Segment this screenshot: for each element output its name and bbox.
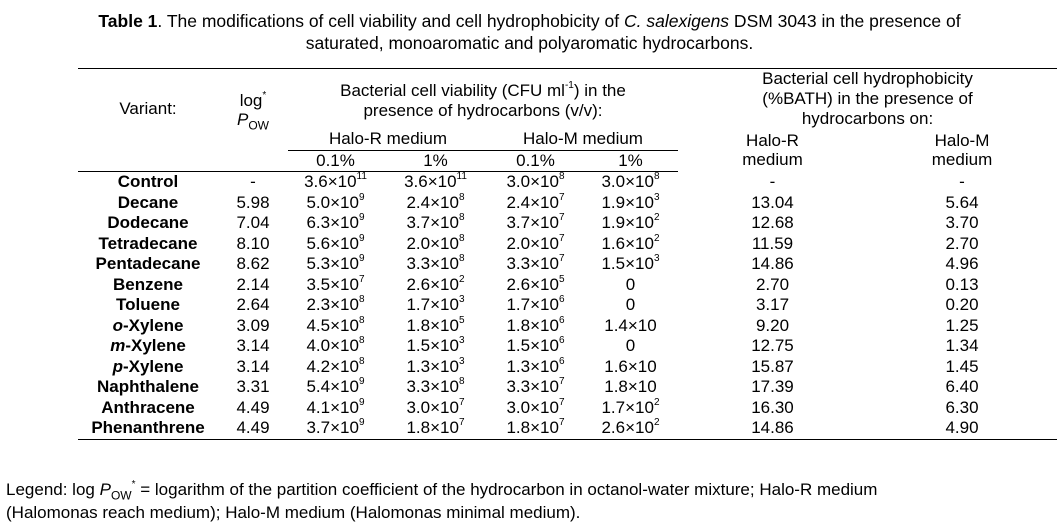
legend-line-2: (Halomonas reach medium); Halo-M medium (Halomonas minimal medium). bbox=[6, 503, 581, 522]
variant-name: -Xylene bbox=[125, 336, 186, 355]
hydro-line-1: Bacterial cell hydrophobicity bbox=[762, 69, 973, 88]
logpow-cell: 4.49 bbox=[236, 397, 270, 417]
viability-mantissa: 1.3×10 bbox=[406, 356, 459, 376]
viability-mantissa: 2.6×10 bbox=[506, 274, 559, 294]
viability-cell-m1 bbox=[583, 336, 678, 357]
conc-header-r-high: 1% bbox=[383, 150, 488, 172]
table-row bbox=[78, 275, 1057, 296]
viability-cell-r1 bbox=[383, 172, 488, 193]
viability-cell-r01 bbox=[288, 398, 383, 419]
table-row bbox=[78, 213, 1057, 234]
hydrophobicity-cell-hm: 1.45 bbox=[945, 356, 979, 376]
variant-cell bbox=[78, 316, 218, 337]
viability-mantissa: 1.6×10 bbox=[604, 356, 657, 376]
viability-exponent: 6 bbox=[558, 335, 565, 347]
variant-name: -Xylene bbox=[122, 356, 184, 376]
variant-name: Decane bbox=[117, 192, 179, 212]
hydrophobicity-cell-hr: 13.04 bbox=[751, 192, 794, 212]
viability-exponent: 9 bbox=[358, 232, 365, 244]
viability-exponent: 11 bbox=[356, 171, 367, 183]
viability-exponent: 3 bbox=[458, 294, 465, 306]
table-row bbox=[78, 172, 1057, 193]
log-text: log bbox=[239, 90, 263, 110]
logpow-cell: 8.10 bbox=[236, 233, 270, 253]
viability-mantissa: 1.8×10 bbox=[406, 418, 459, 437]
variant-cell bbox=[78, 357, 218, 378]
logpow-cell: 2.14 bbox=[236, 274, 270, 294]
table-row bbox=[78, 336, 1057, 357]
viability-mantissa: 2.4×10 bbox=[506, 192, 559, 212]
variant-name: Anthracene bbox=[101, 397, 195, 417]
viability-cell-m01 bbox=[488, 275, 583, 296]
legend-pow: P bbox=[99, 480, 111, 499]
table-row bbox=[78, 377, 1057, 398]
variant-prefix: o bbox=[112, 315, 123, 335]
viability-cell-m01 bbox=[488, 193, 583, 214]
variant-cell bbox=[78, 295, 218, 316]
conc-header-r-low: 0.1% bbox=[288, 150, 383, 172]
variant-cell bbox=[78, 377, 218, 398]
viability-exponent: 8 bbox=[458, 253, 465, 265]
viability-mantissa: 3.0×10 bbox=[506, 172, 559, 191]
viability-cell-m01 bbox=[488, 357, 583, 378]
hydrophobicity-cell-hm: 0.20 bbox=[945, 295, 979, 314]
viability-mantissa: 1.8×10 bbox=[604, 377, 657, 396]
viability-mantissa: 1.6×10 bbox=[601, 233, 654, 253]
hydro-line-3: hydrocarbons on: bbox=[801, 109, 934, 128]
viability-mantissa: 5.3×10 bbox=[306, 254, 359, 273]
viability-exponent: 8 bbox=[358, 335, 365, 347]
logpow-cell: 3.14 bbox=[236, 356, 270, 376]
viability-cell-m1 bbox=[583, 275, 678, 296]
caption-line-2: saturated, monoaromatic and polyaromatic hydrocarbons. bbox=[305, 33, 754, 53]
viability-cell-r1 bbox=[383, 254, 488, 275]
viability-mantissa: 6.3×10 bbox=[306, 213, 359, 232]
viability-exponent: 5 bbox=[458, 314, 465, 326]
table-row bbox=[78, 357, 1057, 378]
table-body bbox=[78, 172, 1057, 440]
table-row bbox=[78, 234, 1057, 255]
viability-exponent: 9 bbox=[358, 191, 365, 203]
viability-exponent: 8 bbox=[358, 294, 365, 306]
viability-cell-m1 bbox=[583, 418, 678, 439]
legend-text-b: = logarithm of the partition coefficient of the hydrocarbon in octanol-water mixture; Halo-R medium bbox=[135, 480, 878, 499]
hydrophobicity-cell-hr: 14.86 bbox=[751, 254, 794, 273]
variant-cell bbox=[78, 254, 218, 275]
viability-mantissa: 3.3×10 bbox=[406, 377, 459, 396]
legend-pow-sub: OW bbox=[110, 488, 132, 503]
viability-cell-r1 bbox=[383, 377, 488, 398]
hydrophobicity-cell-hm: 6.30 bbox=[945, 397, 979, 417]
viability-mantissa: 3.5×10 bbox=[306, 274, 359, 294]
viability-cell-m1 bbox=[583, 234, 678, 255]
viability-exponent: 6 bbox=[558, 355, 565, 367]
viability-mantissa: 4.2×10 bbox=[306, 356, 359, 376]
viability-cell-r01 bbox=[288, 172, 383, 193]
viability-header bbox=[288, 69, 678, 130]
table-row bbox=[78, 398, 1057, 419]
logpow-cell: 7.04 bbox=[236, 213, 270, 232]
hydrophobicity-cell-hm: 6.40 bbox=[945, 377, 979, 396]
viability-cell-m1 bbox=[583, 377, 678, 398]
viability-mantissa: 3.7×10 bbox=[306, 418, 359, 437]
viability-mantissa: 2.3×10 bbox=[306, 295, 359, 314]
viability-cell-m01 bbox=[488, 418, 583, 439]
viability-mantissa: 3.3×10 bbox=[506, 254, 559, 273]
viability-exponent: 3 bbox=[653, 191, 660, 203]
viability-cell-r1 bbox=[383, 295, 488, 316]
medium-text: medium bbox=[742, 150, 803, 170]
logpow-header bbox=[218, 69, 288, 151]
viability-cell-m1 bbox=[583, 357, 678, 378]
viability-mantissa: 4.1×10 bbox=[306, 397, 359, 417]
viability-cell-r01 bbox=[288, 213, 383, 234]
viability-exponent: 8 bbox=[358, 314, 365, 326]
viability-cell-m01 bbox=[488, 377, 583, 398]
hydro-line-2: (%BATH) in the presence of bbox=[762, 89, 973, 108]
viability-unit-sup: -1 bbox=[564, 80, 574, 92]
viability-text-a: Bacterial cell viability (CFU ml bbox=[340, 81, 565, 100]
viability-exponent: 11 bbox=[456, 171, 467, 183]
viability-cell-r01 bbox=[288, 316, 383, 337]
viability-text-b: ) in the bbox=[573, 81, 626, 100]
logpow-cell: 5.98 bbox=[236, 192, 270, 212]
viability-cell-r01 bbox=[288, 418, 383, 439]
viability-cell-m01 bbox=[488, 213, 583, 234]
viability-exponent: 7 bbox=[558, 232, 565, 244]
viability-cell-m1 bbox=[583, 316, 678, 337]
viability-exponent: 9 bbox=[358, 253, 365, 265]
blank-cell bbox=[218, 150, 288, 172]
viability-mantissa: 2.0×10 bbox=[406, 233, 459, 253]
hydrophobicity-cell-hm: 1.34 bbox=[945, 336, 979, 355]
viability-exponent: 2 bbox=[653, 232, 660, 244]
viability-cell-m1 bbox=[583, 398, 678, 419]
table-label: Table 1 bbox=[98, 11, 158, 31]
hydrophobicity-header bbox=[678, 69, 1057, 130]
viability-exponent: 8 bbox=[558, 171, 565, 183]
variant-cell bbox=[78, 418, 218, 439]
hydrophobicity-cell-hr: 9.20 bbox=[755, 315, 790, 335]
viability-mantissa: 3.6×10 bbox=[304, 172, 357, 191]
viability-cell-r1 bbox=[383, 193, 488, 214]
viability-exponent: 7 bbox=[558, 212, 565, 224]
viability-cell-r01 bbox=[288, 336, 383, 357]
viability-cell-r1 bbox=[383, 213, 488, 234]
viability-exponent: 2 bbox=[653, 396, 660, 408]
viability-cell-r01 bbox=[288, 193, 383, 214]
viability-exponent: 9 bbox=[358, 376, 365, 388]
table-legend bbox=[6, 478, 1058, 524]
pow-subscript: OW bbox=[248, 117, 269, 132]
viability-mantissa: 2.0×10 bbox=[506, 233, 559, 253]
viability-mantissa: 5.0×10 bbox=[306, 192, 359, 212]
viability-mantissa: 3.6×10 bbox=[404, 172, 457, 191]
viability-mantissa: 3.0×10 bbox=[506, 397, 559, 417]
hydrophobicity-cell-hm: 0.13 bbox=[945, 274, 979, 294]
hydrophobicity-cell-hm: - bbox=[959, 171, 965, 191]
viability-exponent: 3 bbox=[653, 253, 660, 265]
viability-exponent: 8 bbox=[358, 355, 365, 367]
legend-line-1 bbox=[6, 478, 1058, 501]
viability-mantissa: 1.5×10 bbox=[601, 254, 654, 273]
viability-exponent: 7 bbox=[558, 191, 565, 203]
viability-cell-m1 bbox=[583, 213, 678, 234]
viability-exponent: 8 bbox=[458, 232, 465, 244]
viability-exponent: 5 bbox=[558, 273, 565, 285]
variant-name: Tetradecane bbox=[98, 233, 198, 253]
viability-cell-m1 bbox=[583, 295, 678, 316]
viability-exponent: 2 bbox=[653, 212, 660, 224]
viability-cell-m01 bbox=[488, 254, 583, 275]
viability-mantissa: 1.9×10 bbox=[601, 213, 654, 232]
viability-exponent: 8 bbox=[458, 191, 465, 203]
viability-mantissa: 3.3×10 bbox=[406, 254, 459, 273]
viability-cell-r1 bbox=[383, 398, 488, 419]
legend-pow-star: * bbox=[131, 479, 136, 491]
viability-exponent: 7 bbox=[458, 417, 465, 429]
viability-exponent: 7 bbox=[558, 396, 565, 408]
table-row bbox=[78, 316, 1057, 337]
hydrophobicity-cell-hm: 4.96 bbox=[945, 254, 979, 273]
data-table bbox=[78, 68, 1057, 440]
logpow-cell: 4.49 bbox=[218, 418, 288, 439]
hydrophobicity-cell-hr: 14.86 bbox=[678, 418, 867, 439]
variant-name: -Xylene bbox=[122, 315, 184, 335]
viability-cell-r1 bbox=[383, 357, 488, 378]
halo-r-text: Halo-R bbox=[746, 131, 799, 151]
viability-mantissa: 1.8×10 bbox=[506, 315, 559, 335]
viability-exponent: 9 bbox=[358, 417, 365, 429]
viability-mantissa: 1.3×10 bbox=[506, 356, 559, 376]
hydrophobicity-cell-hm: 3.70 bbox=[945, 213, 979, 232]
legend-text-a: Legend: log bbox=[6, 480, 100, 499]
species-name: C. salexigens bbox=[624, 11, 730, 31]
variant-prefix: m bbox=[110, 336, 126, 355]
viability-cell-r1 bbox=[383, 418, 488, 439]
table-caption bbox=[0, 10, 1059, 54]
table-row bbox=[78, 418, 1057, 439]
hydro-halo-r-header bbox=[678, 129, 867, 172]
viability-exponent: 7 bbox=[558, 253, 565, 265]
viability-mantissa: 1.7×10 bbox=[406, 295, 459, 314]
viability-mantissa: 1.8×10 bbox=[406, 315, 459, 335]
variant-name: Dodecane bbox=[107, 213, 189, 232]
viability-cell-m01 bbox=[488, 172, 583, 193]
viability-mantissa: 5.4×10 bbox=[306, 377, 359, 396]
logpow-cell: 8.62 bbox=[236, 254, 270, 273]
viability-cell-m01 bbox=[488, 234, 583, 255]
viability-mantissa: 2.6×10 bbox=[406, 274, 459, 294]
table-row bbox=[78, 254, 1057, 275]
logpow-cell: 2.64 bbox=[236, 295, 270, 314]
halo-m-medium-header: Halo-M medium bbox=[488, 129, 678, 150]
table-row bbox=[78, 295, 1057, 316]
variant-name: Pentadecane bbox=[95, 254, 201, 273]
viability-exponent: 2 bbox=[653, 417, 660, 429]
viability-exponent: 8 bbox=[653, 171, 660, 183]
viability-exponent: 3 bbox=[458, 335, 465, 347]
viability-exponent: 8 bbox=[458, 212, 465, 224]
variant-cell bbox=[78, 172, 218, 193]
hydrophobicity-cell-hr: 3.17 bbox=[755, 295, 790, 314]
hydrophobicity-cell-hr: 12.75 bbox=[751, 336, 794, 355]
hydrophobicity-cell-hm: 5.64 bbox=[945, 192, 979, 212]
variant-name: Naphthalene bbox=[96, 377, 200, 396]
viability-mantissa: 0 bbox=[625, 274, 636, 294]
caption-text: . The modifications of cell viability and cell hydrophobicity of bbox=[157, 11, 624, 31]
viability-mantissa: 3.0×10 bbox=[406, 397, 459, 417]
table-row bbox=[78, 193, 1057, 214]
variant-name: Control bbox=[117, 172, 179, 191]
viability-cell-m01 bbox=[488, 398, 583, 419]
viability-mantissa: 1.7×10 bbox=[601, 397, 654, 417]
viability-exponent: 3 bbox=[458, 355, 465, 367]
viability-mantissa: 4.0×10 bbox=[306, 336, 359, 355]
viability-mantissa: 1.5×10 bbox=[406, 336, 459, 355]
variant-header: Variant: bbox=[78, 69, 218, 151]
viability-mantissa: 1.9×10 bbox=[601, 192, 654, 212]
variant-cell bbox=[78, 213, 218, 234]
hydrophobicity-cell-hr: 2.70 bbox=[755, 274, 790, 294]
hydrophobicity-cell-hm: 4.90 bbox=[867, 418, 1057, 439]
viability-cell-r01 bbox=[288, 295, 383, 316]
hydrophobicity-cell-hr: 16.30 bbox=[751, 397, 794, 417]
viability-exponent: 9 bbox=[358, 212, 365, 224]
variant-cell bbox=[78, 275, 218, 296]
pow-star: * bbox=[262, 89, 267, 101]
viability-mantissa: 3.7×10 bbox=[406, 213, 459, 232]
viability-cell-m1 bbox=[583, 172, 678, 193]
viability-cell-r01 bbox=[288, 254, 383, 275]
medium-text: medium bbox=[931, 150, 993, 170]
viability-exponent: 6 bbox=[558, 314, 565, 326]
viability-cell-r1 bbox=[383, 275, 488, 296]
viability-exponent: 9 bbox=[358, 396, 365, 408]
conc-header-m-low: 0.1% bbox=[488, 150, 583, 172]
viability-mantissa: 4.5×10 bbox=[306, 315, 359, 335]
variant-name: Phenanthrene bbox=[91, 418, 205, 437]
viability-exponent: 7 bbox=[558, 376, 565, 388]
variant-name: Benzene bbox=[113, 274, 183, 294]
hydro-halo-m-header bbox=[867, 129, 1057, 172]
viability-mantissa: 1.5×10 bbox=[506, 336, 559, 355]
viability-mantissa: 1.8×10 bbox=[506, 418, 559, 437]
hydrophobicity-cell-hr: 17.39 bbox=[751, 377, 794, 396]
viability-cell-r1 bbox=[383, 316, 488, 337]
variant-cell bbox=[78, 234, 218, 255]
viability-exponent: 7 bbox=[358, 273, 365, 285]
header-row-1 bbox=[78, 69, 1057, 130]
pow-symbol: P bbox=[236, 109, 249, 129]
conc-header-m-high: 1% bbox=[583, 150, 678, 172]
viability-cell-r01 bbox=[288, 357, 383, 378]
viability-mantissa: 3.3×10 bbox=[506, 377, 559, 396]
viability-mantissa: 3.0×10 bbox=[601, 172, 654, 191]
logpow-cell: 3.14 bbox=[236, 336, 270, 355]
hydrophobicity-cell-hr: 11.59 bbox=[751, 233, 794, 253]
blank-cell bbox=[78, 150, 218, 172]
viability-cell-r1 bbox=[383, 234, 488, 255]
viability-mantissa: 2.4×10 bbox=[406, 192, 459, 212]
halo-r-medium-header: Halo-R medium bbox=[288, 129, 488, 150]
caption-text-end: DSM 3043 in the presence of bbox=[729, 11, 961, 31]
viability-cell-m1 bbox=[583, 193, 678, 214]
viability-exponent: 2 bbox=[458, 273, 465, 285]
logpow-cell: - bbox=[250, 172, 256, 191]
viability-cell-r01 bbox=[288, 377, 383, 398]
viability-cell-m01 bbox=[488, 336, 583, 357]
variant-prefix: p bbox=[112, 356, 123, 376]
viability-line-2: presence of hydrocarbons (v/v): bbox=[363, 101, 603, 120]
variant-cell bbox=[78, 336, 218, 357]
hydrophobicity-cell-hm: 2.70 bbox=[945, 233, 979, 253]
caption-line-1 bbox=[0, 10, 1059, 32]
viability-mantissa: 3.7×10 bbox=[506, 213, 559, 232]
viability-cell-r01 bbox=[288, 234, 383, 255]
hydrophobicity-cell-hr: 12.68 bbox=[751, 213, 794, 232]
variant-cell bbox=[78, 193, 218, 214]
viability-cell-r01 bbox=[288, 275, 383, 296]
viability-exponent: 7 bbox=[558, 417, 565, 429]
viability-cell-m1 bbox=[583, 254, 678, 275]
hydrophobicity-cell-hm: 1.25 bbox=[945, 315, 979, 335]
viability-mantissa: 2.6×10 bbox=[601, 418, 654, 437]
viability-cell-m01 bbox=[488, 316, 583, 337]
logpow-cell: 3.31 bbox=[236, 377, 270, 396]
viability-mantissa: 0 bbox=[625, 336, 636, 355]
viability-cell-r1 bbox=[383, 336, 488, 357]
hydrophobicity-cell-hr: - bbox=[769, 171, 776, 191]
hydrophobicity-cell-hr: 15.87 bbox=[751, 356, 794, 376]
viability-mantissa: 1.7×10 bbox=[506, 295, 559, 314]
viability-cell-m01 bbox=[488, 295, 583, 316]
logpow-cell: 3.09 bbox=[236, 315, 270, 335]
variant-cell bbox=[78, 398, 218, 419]
variant-name: Toluene bbox=[116, 295, 180, 314]
viability-exponent: 6 bbox=[558, 294, 565, 306]
halo-m-text: Halo-M bbox=[934, 131, 990, 151]
viability-mantissa: 5.6×10 bbox=[306, 233, 359, 253]
viability-exponent: 7 bbox=[458, 396, 465, 408]
viability-exponent: 8 bbox=[458, 376, 465, 388]
viability-mantissa: 1.4×10 bbox=[604, 315, 657, 335]
viability-mantissa: 0 bbox=[625, 295, 636, 314]
